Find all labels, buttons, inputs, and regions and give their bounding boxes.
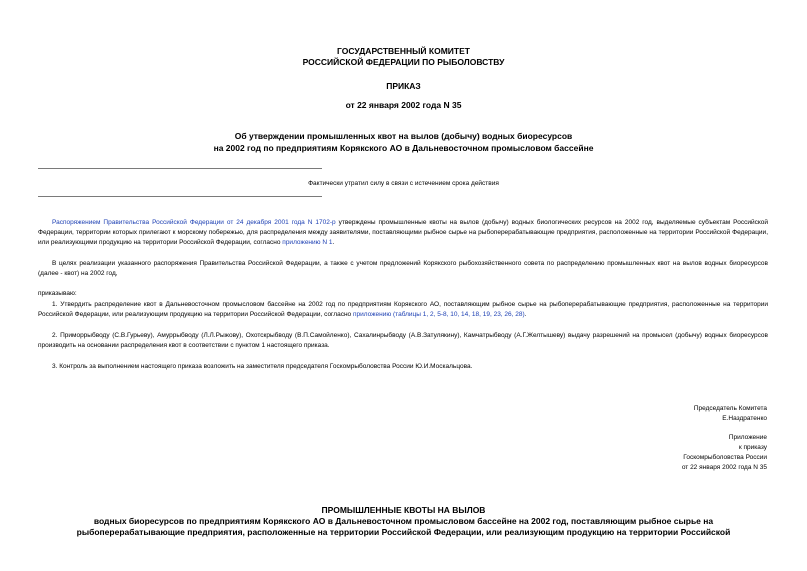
doc-date-number: от 22 января 2002 года N 35 <box>345 100 462 110</box>
item-1-text: 1. Утвердить распределение квот в Дальневосточном промысловом бассейне на 2002 год по предприятиям Корякского АО, поставляющим рыбное сырье на рыбоперерабатывающие предприятия, расположенные на территории Российской Федерации, или реализующим продукцию на территории Российской Федерации, согласно <box>38 301 768 318</box>
status-note: Фактически утратил силу в связи с истечением срока действия <box>308 180 499 187</box>
header-line-2: РОССИЙСКОЙ ФЕДЕРАЦИИ ПО РЫБОЛОВСТВУ <box>302 57 505 67</box>
appendix-title-line-2: водных биоресурсов по предприятиям Корякского АО в Дальневосточном промысловом бассейне на 2002 год, поставляющим рыбное сырье на <box>93 516 714 526</box>
government-order-link[interactable]: Распоряжением Правительства Российской Федерации от 24 декабря 2001 года N 1702-р <box>52 219 336 226</box>
preamble-text: утверждены промышленные квоты на вылов (добычу) водных биологических ресурсов на 2002 год, выделяемые субъектам Российской Федерации, территории которых прилегают к морскому побережью, для распределения между заявителями, поставляющими рыбное сырье на рыбоперерабатывающие предприятия, расположенные на территории Российской Федерации, или реализующими продукцию на территории Российской Федерации, согласно <box>38 219 768 246</box>
divider-bottom <box>38 196 322 197</box>
doc-title-line-2: на 2002 год по предприятиям Корякского АО в Дальневосточном промысловом бассейне <box>213 143 594 153</box>
paragraph-item-1: 1. Утвердить распределение квот в Дальневосточном промысловом бассейне на 2002 год по предприятиям Корякского АО, поставляющим рыбное сырье на рыбоперерабатывающие предприятия, расположенные на территории Российской Федерации, или реализующим продукцию на территории Российской Федерации, согласно приложению (таблицы 1, 2, 5-8, 10, 14, 18, 19, 23, 26, 28). <box>38 301 768 318</box>
doc-type: ПРИКАЗ <box>386 81 421 91</box>
appendix-title-line-3: рыбоперерабатывающие предприятия, расположенные на территории Российской Федерации, или реализующим продукцию на территории Российской <box>76 527 731 537</box>
paragraph-order-word: приказываю: <box>38 290 77 297</box>
divider-top <box>38 168 322 169</box>
signature-position: Председатель Комитета <box>693 405 767 412</box>
paragraph-preamble: Распоряжением Правительства Российской Федерации от 24 декабря 2001 года N 1702-р утверждены промышленные квоты на вылов (добычу) водных биологических ресурсов на 2002 год, выделяемые субъектам Российской Федерации, территории которых прилегают к морскому побережью, для распределения между заявителями, поставляющими рыбное сырье на рыбоперерабатывающие предприятия, расположенные на территории Российской Федерации, или реализующими продукцию на территории Российской Федерации, согласно приложению N 1. <box>38 219 768 246</box>
appendix-ref-line-2: к приказу <box>738 444 767 451</box>
appendix-reference <box>682 433 767 473</box>
signature-block <box>694 404 767 424</box>
appendix-tables-link[interactable]: приложению (таблицы 1, 2, 5-8, 10, 14, 18, 19, 23, 26, 28) <box>352 311 525 318</box>
appendix-ref-line-1: Приложение <box>728 434 767 441</box>
paragraph-item-2: 2. Приморрыбводу (С.В.Гурьеву), Амуррыбводу (Л.Л.Рыжову), Охотскрыбводу (В.П.Самойленко), Сахалинрыбводу (А.В.Затулякину), Камчатрыбводу (А.Г.Желтышеву) выдачу разрешений на промысел (добычу) водных биоресурсов производить на основании распределения квот в соответствии с пунктом 1 настоящего приказа. <box>38 332 768 349</box>
paragraph-purpose: В целях реализации указанного распоряжения Правительства Российской Федерации, а также с учетом предложений Корякского рыбохозяйственного совета по распределению промышленных квот на вылов водных биоресурсов (далее - квот) на 2002 год, <box>38 260 768 277</box>
appendix-ref-line-4: от 22 января 2002 года N 35 <box>681 464 767 471</box>
signature-name: Е.Наздратенко <box>722 415 767 422</box>
paragraph-item-3: 3. Контроль за выполнением настоящего приказа возложить на заместителя председателя Госкомрыболовства России Ю.И.Москальцова. <box>52 363 473 370</box>
appendix-title-line-1: ПРОМЫШЛЕННЫЕ КВОТЫ НА ВЫЛОВ <box>321 505 486 515</box>
appendix-1-link[interactable]: приложению N 1 <box>282 239 333 246</box>
doc-title-line-1: Об утверждении промышленных квот на вылов (добычу) водных биоресурсов <box>234 131 573 141</box>
appendix-ref-line-3: Госкомрыболовства России <box>683 454 767 461</box>
header-line-1: ГОСУДАРСТВЕННЫЙ КОМИТЕТ <box>337 46 470 56</box>
